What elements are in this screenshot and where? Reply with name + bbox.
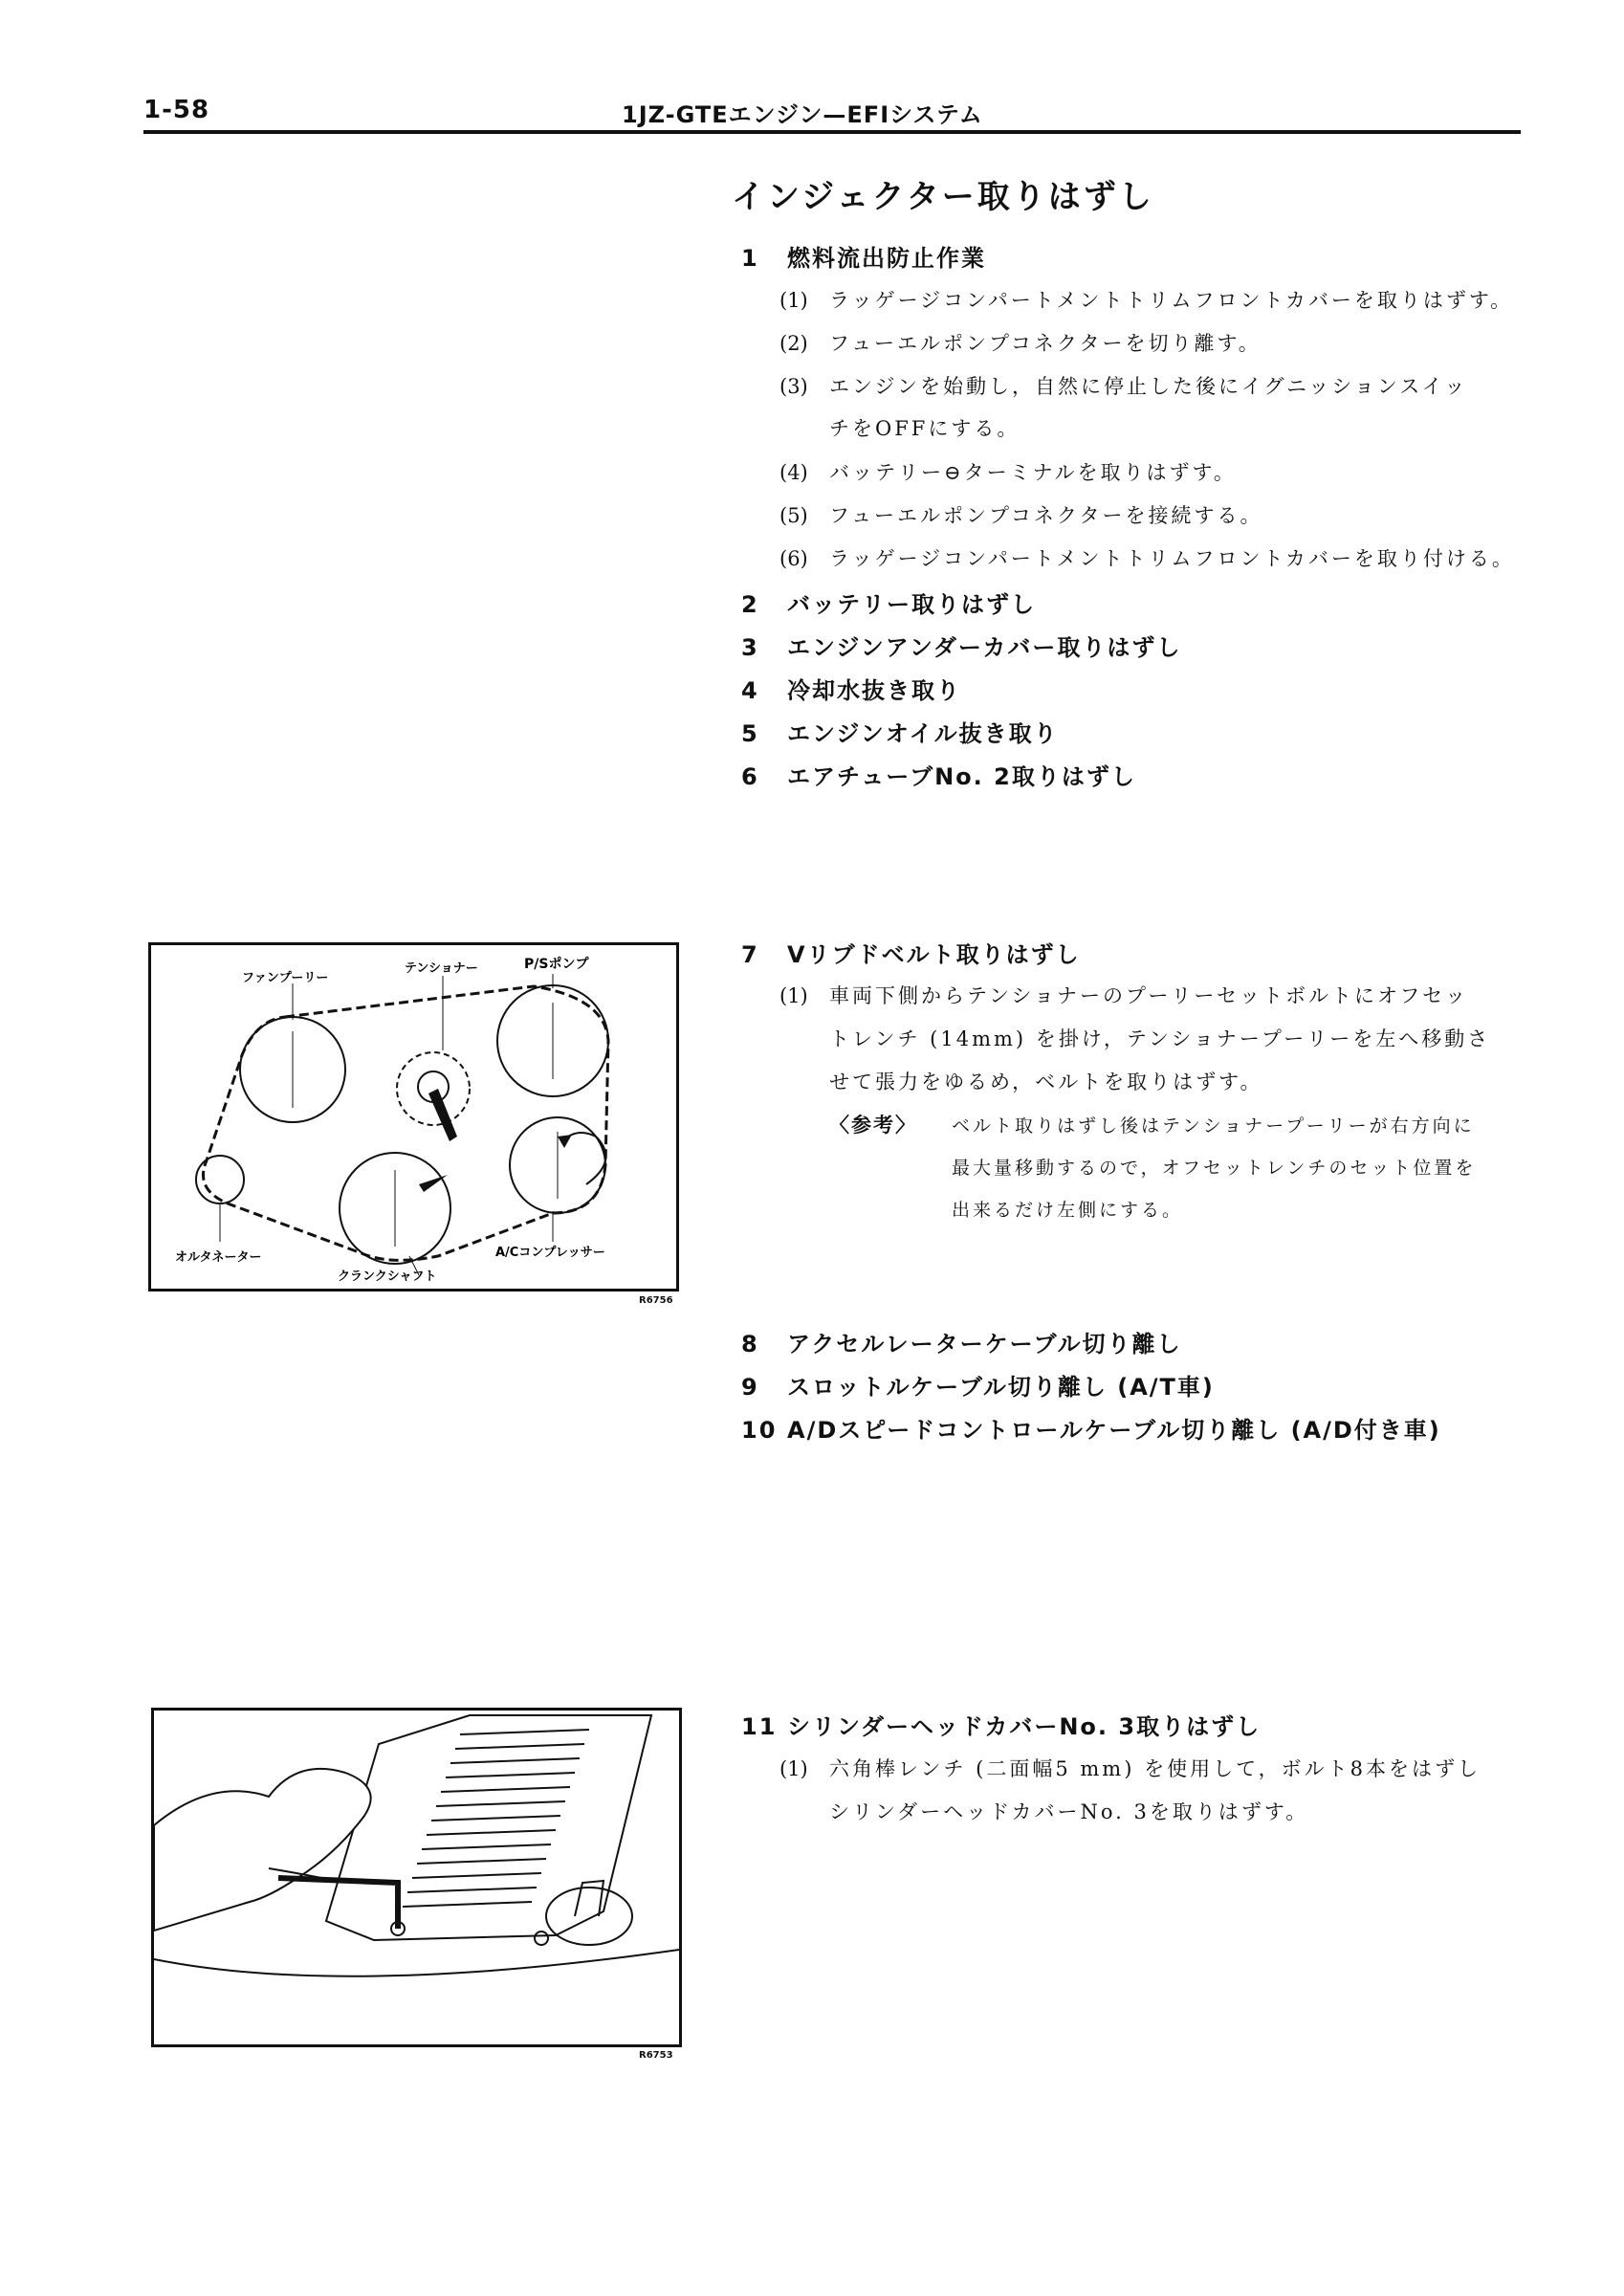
label-ps-pump: P/Sポンプ	[524, 957, 589, 972]
hex-wrench-illustration	[154, 1711, 679, 2044]
step-10: 10 A/Dスピードコントロールケーブル切り離し (A/D付き車)	[741, 1417, 1441, 1444]
substep-1-3-cont: チをOFFにする。	[829, 417, 1020, 440]
step-9: 9 スロットルケーブル切り離し (A/T車)	[741, 1374, 1215, 1401]
substep-1-2: (2) フューエルポンプコネクターを切り離す。	[779, 332, 1262, 355]
hex-wrench	[278, 1878, 398, 1929]
figure-1-code: R6756	[639, 1295, 673, 1306]
step-number: 1	[741, 245, 759, 272]
substep-7-1-line-3: せて張力をゆるめ，ベルトを取りはずす。	[829, 1071, 1263, 1093]
v-ribbed-belt	[203, 986, 608, 1260]
note-line-2: 最大量移動するので，オフセットレンチのセット位置を	[952, 1158, 1477, 1179]
label-crankshaft: クランクシャフト	[338, 1269, 437, 1284]
oil-filler-cap	[546, 1888, 632, 1945]
step-8: 8 アクセルレーターケーブル切り離し	[741, 1331, 1182, 1358]
substep-1-6: (6) ラッゲージコンパートメントトリムフロントカバーを取り付ける。	[779, 547, 1515, 570]
chapter-title: 1JZ-GTEエンジン—EFIシステム	[622, 101, 983, 128]
step-7: 7 Vリブドベルト取りはずし	[741, 941, 1081, 968]
belt-routing-diagram	[151, 945, 676, 1289]
note-line-1: ベルト取りはずし後はテンショナープーリーが右方向に	[952, 1115, 1475, 1137]
hand	[154, 1769, 371, 1931]
label-tensioner: テンショナー	[405, 961, 478, 976]
substep-1-4: (4) バッテリー⊖ターミナルを取りはずす。	[779, 461, 1237, 484]
cylinder-head-cover-figure	[151, 1708, 682, 2047]
substep-1-1: (1) ラッゲージコンパートメントトリムフロントカバーを取りはずす。	[779, 289, 1514, 312]
offset-wrench	[428, 1089, 457, 1141]
substep-11-1-line-2: シリンダーヘッドカバーNo. 3を取りはずす。	[829, 1800, 1309, 1823]
label-alternator: オルタネーター	[175, 1250, 262, 1265]
belt-routing-figure	[148, 942, 679, 1292]
step-label: 燃料流出防止作業	[787, 245, 986, 272]
step-1	[741, 239, 986, 273]
page-number: 1-58	[143, 96, 210, 124]
label-ac-compressor: A/Cコンプレッサー	[495, 1246, 605, 1260]
step-5: 5 エンジンオイル抜き取り	[741, 720, 1059, 747]
cylinder-head-cover	[326, 1715, 651, 1940]
header-rule	[143, 130, 1521, 134]
substep-7-1-line-2: トレンチ (14mm) を掛け，テンショナープーリーを左へ移動さ	[829, 1027, 1491, 1050]
rotation-arrow-icon	[562, 1133, 605, 1184]
label-fan-pulley: ファンプーリー	[242, 971, 329, 985]
substep-11-1-line-1: (1) 六角棒レンチ (二面幅5 mm) を使用して，ボルト8本をはずし	[779, 1757, 1481, 1780]
step-11: 11 シリンダーヘッドカバーNo. 3取りはずし	[741, 1713, 1262, 1740]
step-4: 4 冷却水抜き取り	[741, 677, 961, 704]
section-title: インジェクター取りはずし	[732, 178, 1154, 216]
step-3: 3 エンジンアンダーカバー取りはずし	[741, 634, 1182, 661]
grille-slats	[403, 1730, 589, 1907]
note-label: 〈参考〉	[829, 1113, 917, 1137]
substep-7-1-line-1: (1) 車両下側からテンショナーのプーリーセットボルトにオフセッ	[779, 984, 1469, 1007]
substep-1-3: (3) エンジンを始動し，自然に停止した後にイグニッションスイッ	[779, 375, 1468, 398]
bolt	[535, 1932, 548, 1945]
step-2: 2 バッテリー取りはずし	[741, 591, 1036, 618]
move-arrow-icon	[419, 1175, 448, 1192]
substep-1-5: (5) フューエルポンプコネクターを接続する。	[779, 504, 1263, 527]
step-6: 6 エアチューブNo. 2取りはずし	[741, 763, 1136, 790]
tensioner-pulley	[397, 1052, 470, 1125]
figure-2-code: R6753	[639, 2050, 673, 2061]
note-line-3: 出来るだけ左側にする。	[952, 1200, 1184, 1221]
